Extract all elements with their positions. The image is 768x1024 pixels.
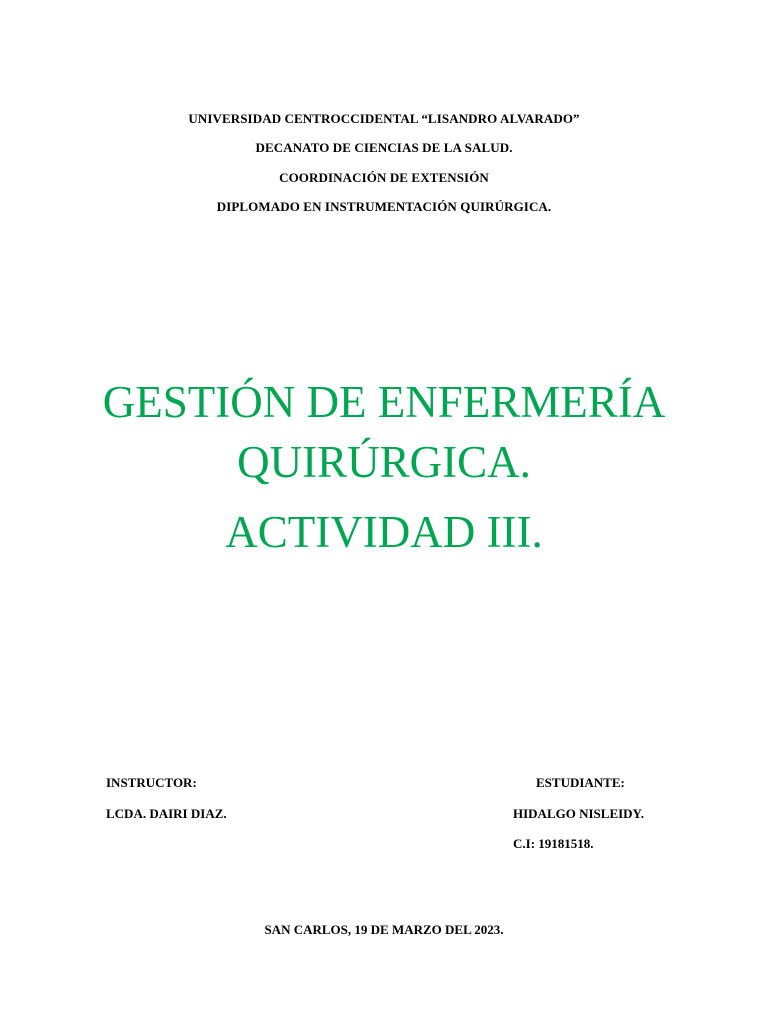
instructor-label: INSTRUCTOR: (106, 775, 197, 790)
diploma-program: DIPLOMADO EN INSTRUMENTACIÓN QUIRÚRGICA. (216, 199, 552, 214)
title-line-3: ACTIVIDAD III. (225, 507, 543, 557)
title-line-1: GESTIÓN DE ENFERMERÍA (102, 377, 666, 427)
student-id: C.I: 19181518. (513, 836, 594, 851)
university-name: UNIVERSIDAD CENTROCCIDENTAL “LISANDRO ALVARADO” (188, 111, 580, 126)
dean-office: DECANATO DE CIENCIAS DE LA SALUD. (255, 140, 513, 155)
extension-coordination: COORDINACIÓN DE EXTENSIÓN (279, 170, 489, 185)
student-label: ESTUDIANTE: (536, 775, 625, 790)
place-and-date: SAN CARLOS, 19 DE MARZO DEL 2023. (264, 922, 504, 937)
title-line-2: QUIRÚRGICA. (237, 437, 531, 487)
instructor-name: LCDA. DAIRI DIAZ. (106, 806, 227, 821)
student-name: HIDALGO NISLEIDY. (513, 806, 645, 821)
